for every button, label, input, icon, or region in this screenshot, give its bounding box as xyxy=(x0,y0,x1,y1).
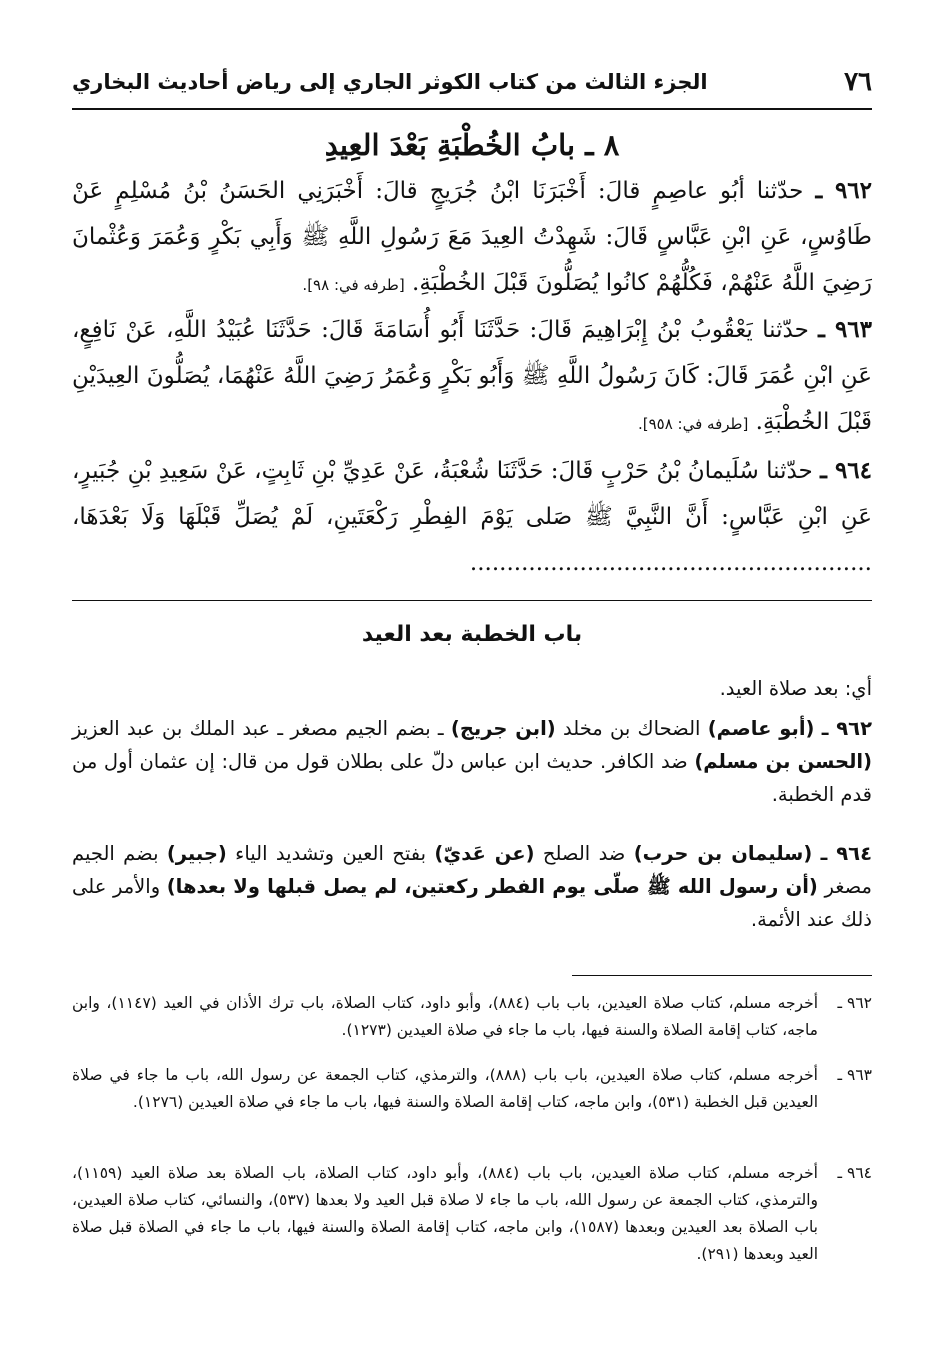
footnote-text: أخرجه مسلم، كتاب صلاة العيدين، باب باب (٨٨٤)، وأبو داود، كتاب الصلاة، باب ترك الأذان في العيد (١١٤٧)، وابن ماجه، كتاب إقامة الصلاة والسنة فيها، باب ما جاء في صلاة العيدين (١٢٧٣). xyxy=(72,994,818,1039)
hadith-reference: [طرفه في: ٩٥٨]. xyxy=(637,415,749,433)
commentary-text: ـ بضم الجيم مصغر ـ عبد الملك بن عبد العزيز xyxy=(72,717,451,740)
footnote-962 xyxy=(72,990,872,1044)
hadith-963 xyxy=(72,307,872,447)
hadith-962 xyxy=(72,168,872,308)
footnote-text: أخرجه مسلم، كتاب صلاة العيدين، باب باب (٨٨٤)، وأبو داود، كتاب الصلاة، باب الصلاة بعد صلاة العيد (١١٥٩)، والترمذي، كتاب الجمعة عن رسول الله، باب ما جاء لا صلاة قبل العيد ولا بعدها (٥٣٧)، والنسائي، كتاب صلاة العيدين، باب الصلاة بعد العيدين وبعدها (١٥٨٧)، وابن ماجه، كتاب إقامة الصلاة والسنة فيها، باب ما جاء في الصلاة قبل صلاة العيد وبعدها (٢٩١). xyxy=(72,1164,819,1263)
footnote-text: أخرجه مسلم، كتاب صلاة العيدين، باب باب (٨٨٨)، والترمذي، كتاب الجمعة عن رسول الله، باب ما جاء في صلاة العيدين قبل الخطبة (٥٣١)، وابن ماجه، كتاب إقامة الصلاة والسنة فيها، باب ما جاء في صلاة العيدين (١٢٧٦). xyxy=(72,1066,818,1111)
commentary-intro: أي: بعد صلاة العيد. xyxy=(719,677,872,700)
page-number: ٧٦ xyxy=(844,67,872,97)
commentary-text: ضد الكافر. حديث ابن عباس دلّ على بطلان قول من قال: إن عثمان أول من قدم الخطبة. xyxy=(72,750,872,806)
commentary-text: الضحاك بن مخلد xyxy=(555,717,708,740)
hadith-text: حدّثنا أبُو عاصِمٍ قالَ: أَخْبَرَنَا ابْنُ جُرَيجٍ قالَ: أَخْبَرَنِي الحَسَنُ بْنُ مُسْلِمٍ عَنْ طَاوُسٍ، عَنِ ابْنِ عَبَّاسٍ قَالَ: شَهِدْتُ العِيدَ مَعَ رَسُولِ اللَّهِ ﷺ وَأَبِي بَكْرٍ وَعُمَرَ وَعُثْمانَ رَضِيَ اللَّهُ عَنْهُمْ، فَكُلُّهُمْ كانُوا يُصَلُّونَ قَبْلَ الخُطْبَةِ. xyxy=(72,178,872,296)
commentary-quote: (سليمان بن حرب) xyxy=(633,842,813,865)
header-rule xyxy=(72,108,872,110)
footnote-number: ٩٦٣ ـ xyxy=(837,1066,872,1084)
commentary-text: بفتح العين وتشديد الياء xyxy=(226,842,435,865)
hadith-number: ٩٦٢ ـ xyxy=(815,177,872,204)
commentary-quote: (أبو عاصم) xyxy=(707,717,815,740)
commentary-964 xyxy=(72,837,872,936)
commentary-title: باب الخطبة بعد العيد xyxy=(361,622,583,647)
footnote-number: ٩٦٢ ـ xyxy=(837,994,872,1012)
hadith-text: حدّثنا يَعْقُوبُ بْنُ إِبْرَاهِيمَ قَالَ: حَدَّثَنَا أَبُو أُسَامَةَ قَالَ: حَدَّثَنَا عُبَيْدُ اللَّهِ، عَنْ نَافِعٍ، عَنِ ابْنِ عُمَرَ قَالَ: كَانَ رَسُولُ اللَّهِ ﷺ وَأَبُو بَكْرٍ وَعُمَرُ رَضِيَ اللَّهُ عَنْهُمَا، يُصَلُّونَ العِيدَيْنِ قَبْلَ الخُطْبَةِ. xyxy=(72,317,872,435)
commentary-number: ٩٦٤ ـ xyxy=(820,842,872,865)
commentary-quote: (عن عَديّ) xyxy=(434,842,535,865)
commentary-text: والأمر على ذلك عند الأئمة. xyxy=(72,875,872,931)
hadith-964 xyxy=(72,448,872,586)
dotted-leader: ....................................................... xyxy=(469,550,872,576)
footnote-number: ٩٦٤ ـ xyxy=(837,1164,872,1182)
book-title: الجزء الثالث من كتاب الكوثر الجاري إلى رياض أحاديث البخاري xyxy=(72,70,708,94)
hadith-text: حدّثنا سُلَيمانُ بْنُ حَرْبٍ قَالَ: حَدَّثَنَا شُعْبَةُ، عَنْ عَدِيِّ بْنِ ثَابِتٍ، عَنْ سَعِيدِ بْنِ جُبَيرٍ، عَنِ ابْنِ عَبَّاسٍ: أَنَّ النَّبِيَّ ﷺ صَلى يَوْمَ الفِطْرِ رَكْعَتَينِ، لَمْ يُصَلِّ قَبْلَهَا وَلَا بَعْدَهَا، xyxy=(72,458,872,530)
commentary-number: ٩٦٢ ـ xyxy=(821,717,872,740)
commentary-text: ضد الصلح xyxy=(534,842,634,865)
footnote-rule xyxy=(572,975,872,976)
commentary-quote: (أن رسول الله ﷺ صلّى يوم الفطر ركعتين، لم يصل قبلها ولا بعدها) xyxy=(166,875,818,898)
hadith-reference: [طرفه في: ٩٨]. xyxy=(302,276,405,294)
hadith-number: ٩٦٣ ـ xyxy=(818,316,873,343)
footnote-964 xyxy=(72,1160,872,1268)
commentary-quote: (جبير) xyxy=(166,842,227,865)
commentary-text: بضم الجيم مصغر xyxy=(72,842,872,898)
commentary-962 xyxy=(72,712,872,811)
footnote-963 xyxy=(72,1062,872,1116)
commentary-quote: (ابن جريج) xyxy=(450,717,556,740)
commentary-quote: (الحسن بن مسلم) xyxy=(694,750,873,773)
section-divider xyxy=(72,600,872,601)
hadith-number: ٩٦٤ ـ xyxy=(820,457,872,484)
running-header xyxy=(72,62,872,102)
chapter-title: ٨ ـ بابُ الخُطْبَةِ بَعْدَ العِيدِ xyxy=(324,128,620,162)
